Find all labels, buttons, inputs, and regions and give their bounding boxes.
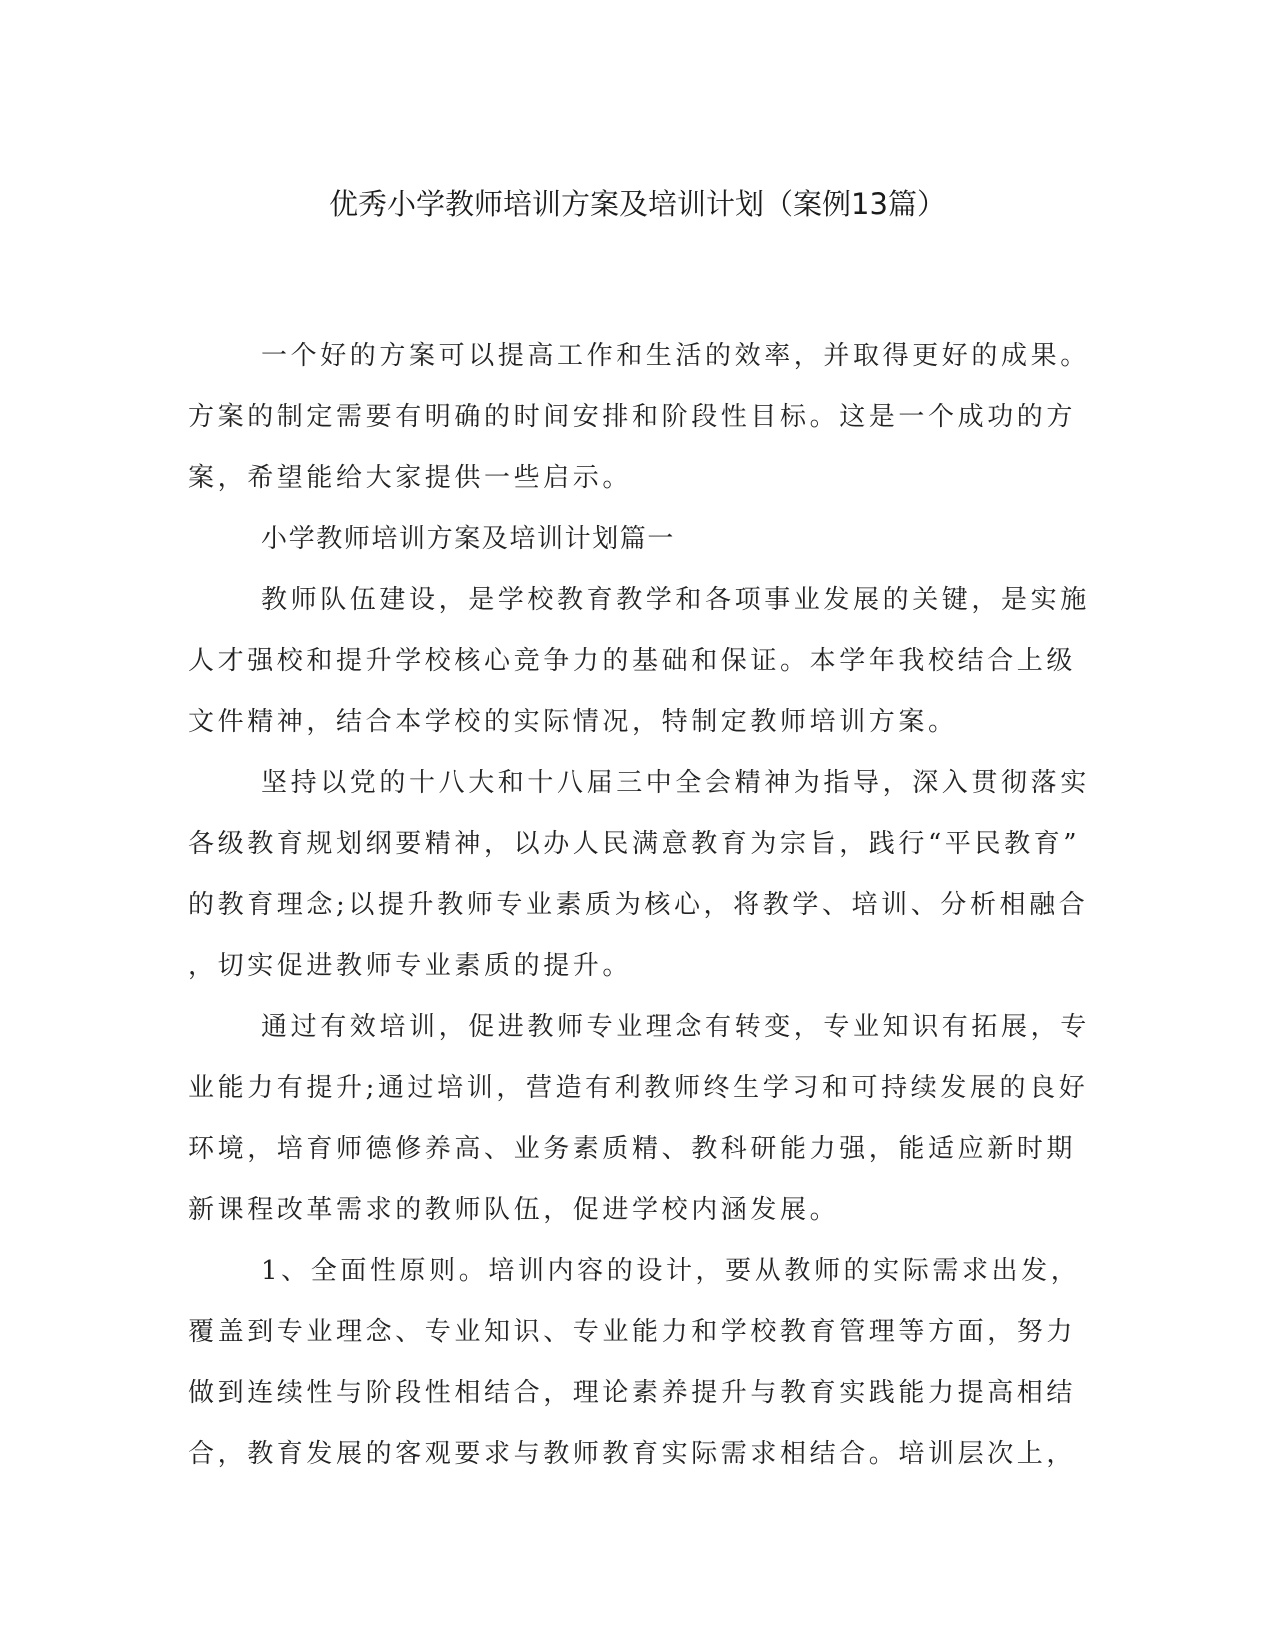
body-line: 业能力有提升;通过培训，营造有利教师终生学习和可持续发展的良好 bbox=[188, 1073, 1089, 1103]
body-line: 通过有效培训，促进教师专业理念有转变，专业知识有拓展，专 bbox=[261, 1012, 1090, 1042]
body-line: 新课程改革需求的教师队伍，促进学校内涵发展。 bbox=[188, 1195, 840, 1225]
body-line: 各级教育规划纲要精神，以办人民满意教育为宗旨，践行“平民教育” bbox=[188, 829, 1081, 859]
body-line: 做到连续性与阶段性相结合，理论素养提升与教育实践能力提高相结 bbox=[188, 1378, 1077, 1408]
body-line: 的教育理念;以提升教师专业素质为核心，将教学、培训、分析相融合 bbox=[188, 890, 1089, 920]
section-heading: 小学教师培训方案及培训计划篇一 bbox=[261, 524, 676, 554]
body-line: 案，希望能给大家提供一些启示。 bbox=[188, 463, 633, 493]
body-line: ，切实促进教师专业素质的提升。 bbox=[188, 951, 633, 981]
body-line: 教师队伍建设，是学校教育教学和各项事业发展的关键，是实施 bbox=[261, 585, 1090, 615]
body-line: 1、全面性原则。培训内容的设计，要从教师的实际需求出发， bbox=[261, 1256, 1081, 1286]
body-line: 一个好的方案可以提高工作和生活的效率，并取得更好的成果。 bbox=[261, 341, 1090, 371]
body-line: 方案的制定需要有明确的时间安排和阶段性目标。这是一个成功的方 bbox=[188, 402, 1077, 432]
document-title: 优秀小学教师培训方案及培训计划（案例13篇） bbox=[329, 187, 946, 221]
body-line: 合，教育发展的客观要求与教师教育实际需求相结合。培训层次上， bbox=[188, 1439, 1077, 1469]
body-line: 坚持以党的十八大和十八届三中全会精神为指导，深入贯彻落实 bbox=[261, 768, 1090, 798]
document-body bbox=[188, 326, 1090, 1485]
body-line: 人才强校和提升学校核心竞争力的基础和保证。本学年我校结合上级 bbox=[188, 646, 1077, 676]
body-line: 环境，培育师德修养高、业务素质精、教科研能力强，能适应新时期 bbox=[188, 1134, 1077, 1164]
body-line: 文件精神，结合本学校的实际情况，特制定教师培训方案。 bbox=[188, 707, 958, 737]
body-line: 覆盖到专业理念、专业知识、专业能力和学校教育管理等方面，努力 bbox=[188, 1317, 1077, 1347]
